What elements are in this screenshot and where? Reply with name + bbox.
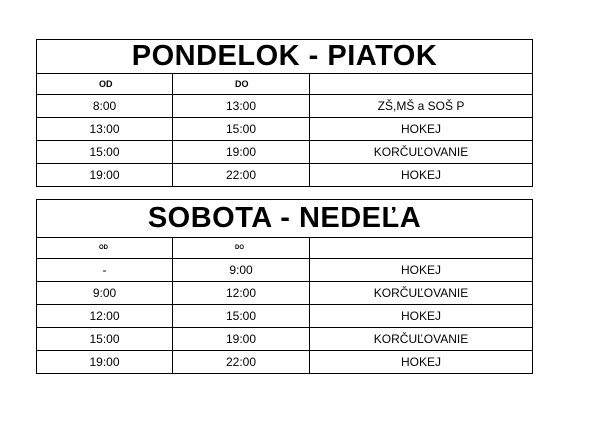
table-row <box>37 141 533 164</box>
table-row <box>37 164 533 187</box>
time-to: 13:00 <box>173 95 310 118</box>
time-to: 22:00 <box>173 164 310 187</box>
header-activity <box>310 74 533 95</box>
time-to: 19:00 <box>173 328 310 351</box>
time-from: 9:00 <box>37 282 173 305</box>
weekday-schedule-table <box>36 39 533 187</box>
table-row <box>37 118 533 141</box>
activity: HOKEJ <box>310 305 533 328</box>
time-from: 15:00 <box>37 141 173 164</box>
time-from: 13:00 <box>37 118 173 141</box>
time-from: 15:00 <box>37 328 173 351</box>
table-row <box>37 351 533 374</box>
time-from: - <box>37 259 173 282</box>
table-row <box>37 305 533 328</box>
time-from: 19:00 <box>37 164 173 187</box>
header-activity <box>310 238 533 259</box>
table-row <box>37 328 533 351</box>
time-to: 19:00 <box>173 141 310 164</box>
time-to: 15:00 <box>173 118 310 141</box>
activity: KORČUĽOVANIE <box>310 141 533 164</box>
activity: KORČUĽOVANIE <box>310 328 533 351</box>
weekend-header-row <box>37 238 533 259</box>
activity: ZŠ,MŠ a SOŠ P <box>310 95 533 118</box>
table-row <box>37 282 533 305</box>
header-from: OD <box>37 238 173 259</box>
time-from: 8:00 <box>37 95 173 118</box>
activity: HOKEJ <box>310 351 533 374</box>
weekend-schedule-table <box>36 199 533 374</box>
weekday-header-row <box>37 74 533 95</box>
weekend-title: SOBOTA - NEDEĽA <box>37 200 533 238</box>
time-to: 15:00 <box>173 305 310 328</box>
weekday-title: PONDELOK - PIATOK <box>37 40 533 74</box>
table-row <box>37 95 533 118</box>
time-to: 22:00 <box>173 351 310 374</box>
activity: KORČUĽOVANIE <box>310 282 533 305</box>
time-to: 12:00 <box>173 282 310 305</box>
table-row <box>37 259 533 282</box>
header-to: DO <box>173 74 310 95</box>
activity: HOKEJ <box>310 164 533 187</box>
header-to: DO <box>173 238 310 259</box>
time-from: 12:00 <box>37 305 173 328</box>
activity: HOKEJ <box>310 118 533 141</box>
activity: HOKEJ <box>310 259 533 282</box>
time-from: 19:00 <box>37 351 173 374</box>
header-from: OD <box>37 74 173 95</box>
time-to: 9:00 <box>173 259 310 282</box>
